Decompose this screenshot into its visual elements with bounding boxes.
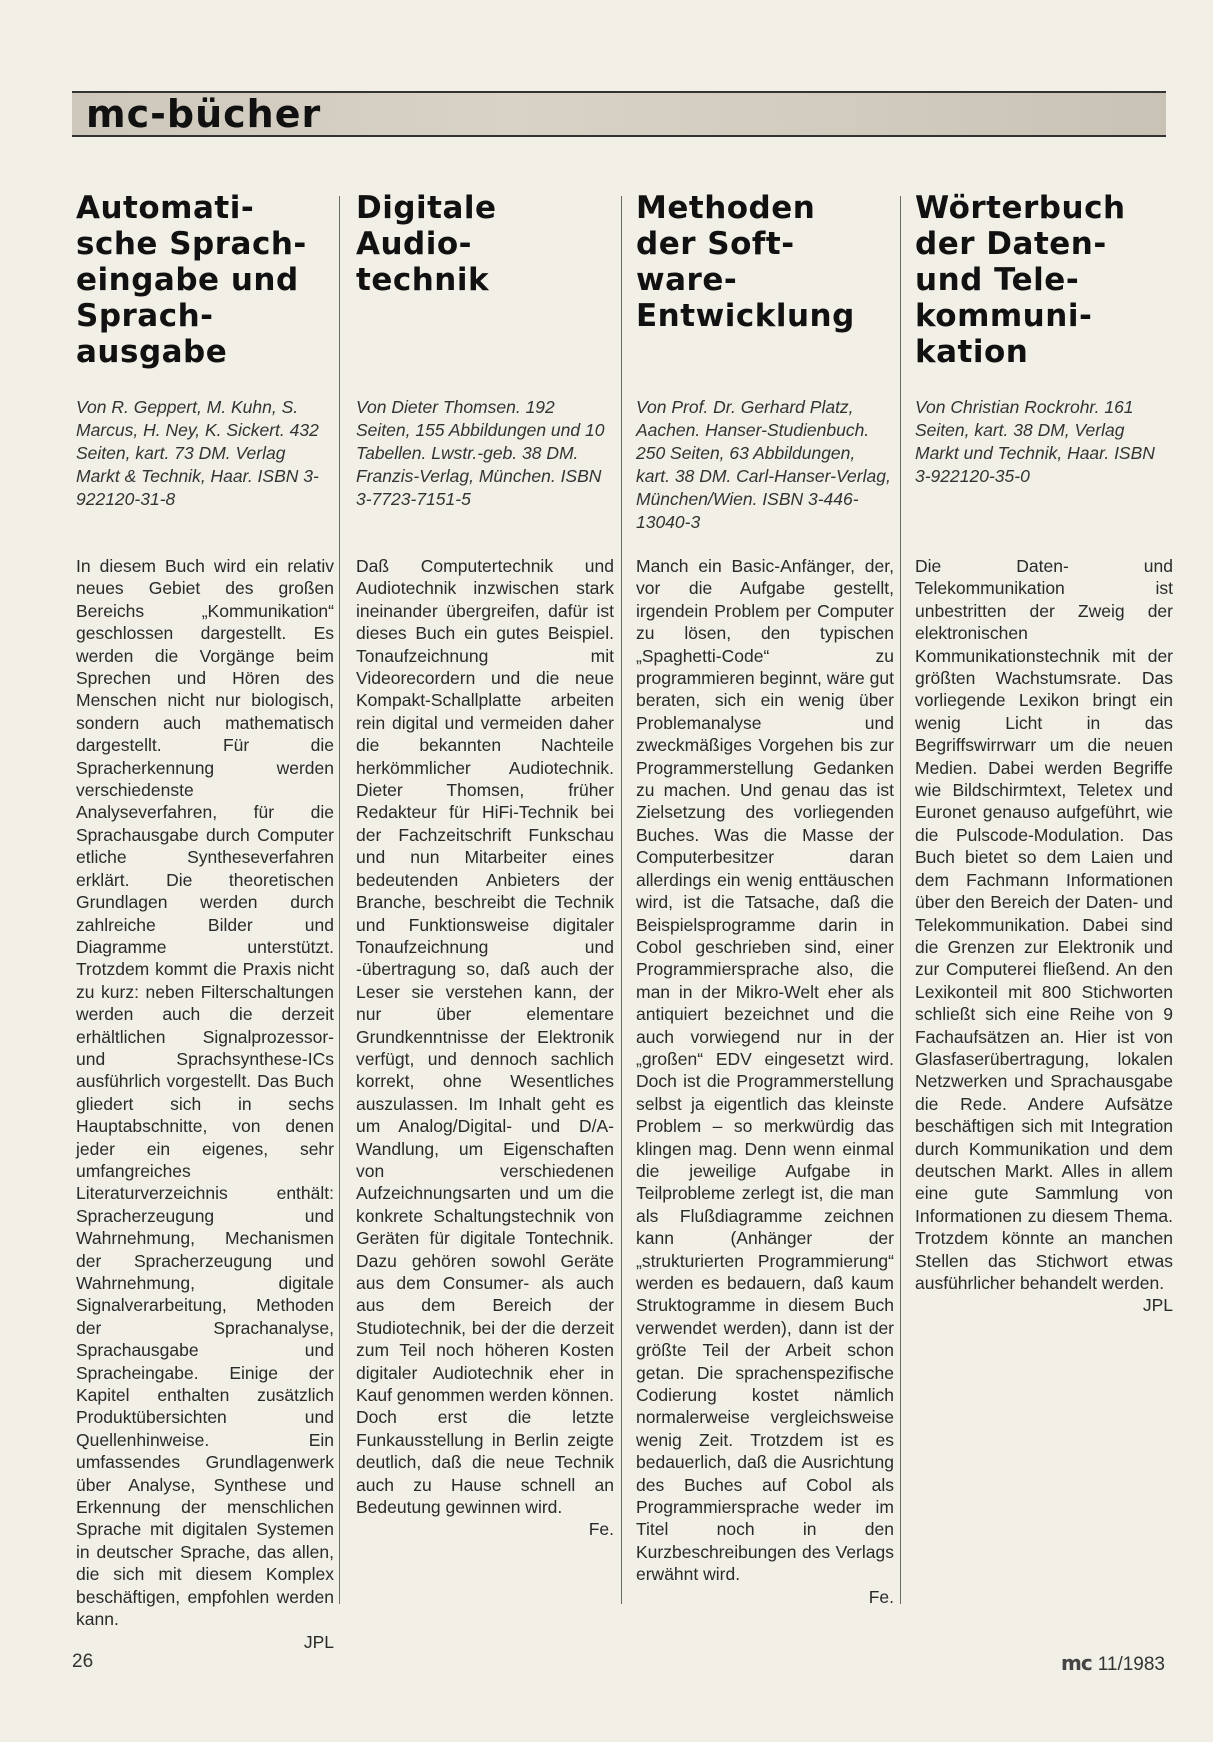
review-body-text: In diesem Buch wird ein relativ neues Gebiet des großen Bereichs „Kommunikation“ geschlossen dargestellt. Es werden die Vorgänge beim Sprechen und Hören des Menschen nicht nur biologisch, sondern auch mathematisch dargestellt. Für die Spracherkennung werden verschiedenste Analyseverfahren, für die Sprachausgabe durch Computer etliche Syntheseverfahren erklärt. Die theoretischen Grundlagen werden durch zahlreiche Bilder und Diagramme unterstützt. Trotzdem kommt die Praxis nicht zu kurz: neben Filterschaltungen werden auch die derzeit erhältlichen Signalprozessor- und Sprachsynthese-ICs ausführlich vorgestellt. Das Buch gliedert sich in sechs Hauptabschnitte, von denen jeder ein eigenes, sehr umfangreiches Literaturverzeichnis enthält: Spracherzeugung und Wahrnehmung, Mechanismen der Spracherzeugung und Wahrnehmung, digitale Signalverarbeitung, Methoden der Sprachanalyse, Sprachausgabe und Spracheingabe. Einige der Kapitel enthalten zusätzlich Produktübersichten und Quellenhinweise. Ein umfassendes Grundlagenwerk über Analyse, Synthese und Erkennung der menschlichen Sprache mit digitalen Systemen in deutscher Sprache, das allen, die sich mit diesem Komplex beschäftigen, empfohlen werden kann.: [76, 556, 334, 1630]
section-header-bar: [72, 91, 1166, 137]
issue-number: 11/1983: [1097, 1654, 1165, 1675]
review-body: [636, 555, 894, 1608]
review-column-2: [356, 190, 614, 1540]
review-body-text: Die Daten- und Telekommunikation ist unbestritten der Zweig der elektronischen Kommunikationstechnik mit der größten Wachstumsrate. Das vorliegende Lexikon bringt ein wenig Licht in das Begriffswirrwarr um die neuen Medien. Dabei werden Begriffe wie Bildschirmtext, Teletex und Euronet genauso aufgeführt, wie die Pulscode-Modulation. Das Buch bietet so dem Laien und dem Fachmann Informationen über den Bereich der Daten- und Telekommunikation. Dabei sind die Grenzen zur Elektronik und zur Computerei fließend. An den Lexikonteil mit 800 Stichworten schließt sich eine Reihe von 9 Fachaufsätzen an. Hier ist von Glasfaserübertragung, lokalen Netzwerken und Sprachausgabe die Rede. Andere Aufsätze beschäftigen sich mit Integration durch Kommunikation und dem deutschen Markt. Alles in allem eine gute Sammlung von Informationen zu diesem Thema. Trotzdem könnte an manchen Stellen das Stichwort etwas ausführlicher behandelt werden.: [915, 556, 1173, 1293]
review-title: Digitale Audio- technik: [356, 190, 497, 298]
review-body: [356, 555, 614, 1541]
review-meta: Von R. Geppert, M. Kuhn, S. Marcus, H. Ney, K. Sickert. 432 Seiten, kart. 73 DM. Verlag Markt & Technik, Haar. ISBN 3-922120-31-8: [76, 397, 319, 509]
issue-footer: [1061, 1651, 1165, 1676]
review-body: [915, 555, 1173, 1317]
review-title: Wörterbuch der Daten- und Tele- kommuni- kation: [915, 190, 1126, 370]
review-body: [76, 555, 334, 1653]
section-title: mc-bücher: [86, 92, 322, 136]
review-column-4: [915, 190, 1173, 1316]
review-meta: Von Prof. Dr. Gerhard Platz, Aachen. Hanser-Studienbuch. 250 Seiten, 63 Abbildungen, kart. 38 DM. Carl-Hanser-Verlag, München/Wien. ISBN 3-446-13040-3: [636, 397, 891, 532]
review-meta: Von Christian Rockrohr. 161 Seiten, kart. 38 DM, Verlag Markt und Technik, Haar. ISBN 3-922120-35-0: [915, 397, 1155, 486]
review-body-text: Manch ein Basic-Anfänger, der, vor die Aufgabe gestellt, irgendein Problem per Computer zu lösen, den typischen „Spaghetti-Code“ zu programmieren beginnt, wäre gut beraten, sich ein wenig über Problemanalyse und zweckmäßiges Vorgehen bis zur Programmerstellung Gedanken zu machen. Und genau das ist Zielsetzung des vorliegenden Buches. Was die Masse der Computerbesitzer daran allerdings ein wenig enttäuschen wird, ist die Tatsache, daß die Beispielsprogramme darin in Cobol geschrieben sind, einer Programmiersprache also, die man in der Mikro-Welt eher als antiquiert bezeichnet und die auch vorwiegend nur in der „großen“ EDV eingesetzt wird. Doch ist die Programmerstellung selbst ja eigentlich das kleinste Problem – so merkwürdig das klingen mag. Denn wenn einmal die jeweilige Aufgabe in Teilprobleme zerlegt ist, die man als Flußdiagramme zeichnen kann (Anhänger der „strukturierten Programmierung“ werden es bedauern, daß kaum Struktogramme in diesem Buch verwendet werden), dann ist der größte Teil der Arbeit schon getan. Die sprachenspezifische Codierung kostet nämlich normalerweise vergleichsweise wenig Zeit. Trotzdem ist es bedauerlich, daß die Ausrichtung des Buches auf Cobol als Programmiersprache weder im Titel noch in den Kurzbeschreibungen des Verlags erwähnt wird.: [636, 556, 894, 1585]
review-signature: Fe.: [868, 1586, 894, 1607]
review-title: Automati- sche Sprach- eingabe und Sprach- ausgabe: [76, 190, 307, 370]
column-divider: [621, 196, 622, 1604]
review-title: Methoden der Soft- ware- Entwicklung: [636, 190, 855, 334]
review-signature: JPL: [1142, 1295, 1173, 1316]
page-number: 26: [72, 1651, 94, 1672]
review-column-3: [636, 190, 894, 1607]
column-divider: [900, 196, 901, 1604]
review-meta: Von Dieter Thomsen. 192 Seiten, 155 Abbildungen und 10 Tabellen. Lwstr.-geb. 38 DM. Franzis-Verlag, München. ISBN 3-7723-7151-5: [356, 397, 605, 509]
mc-logo: mc: [1061, 1651, 1092, 1675]
review-signature: JPL: [303, 1631, 334, 1652]
review-column-1: [76, 190, 334, 1652]
review-signature: Fe.: [588, 1519, 614, 1540]
review-body-text: Daß Computertechnik und Audiotechnik inzwischen stark ineinander übergreifen, dafür ist dieses Buch ein gutes Beispiel. Tonaufzeichnung mit Videorecordern und die neue Kompakt-Schallplatte arbeiten rein digital und vermeiden daher die bekannten Nachteile herkömmlicher Audiotechnik. Dieter Thomsen, früher Redakteur für HiFi-Technik bei der Fachzeitschrift Funkschau und nun Mitarbeiter eines bedeutenden Anbieters der Branche, beschreibt die Technik und Funktionsweise digitaler Tonaufzeichnung und -übertragung so, daß auch der Leser sie verstehen kann, der nur über elementare Grundkenntnisse der Elektronik verfügt, und dennoch sachlich korrekt, ohne Wesentliches auszulassen. Im Inhalt geht es um Analog/Digital- und D/A-Wandlung, um Eigenschaften von verschiedenen Aufzeichnungsarten und um die konkrete Schaltungstechnik von Geräten für digitale Tontechnik. Dazu gehören sowohl Geräte aus dem Consumer- als auch aus dem Bereich der Studiotechnik, bei der die derzeit zum Teil noch höheren Kosten digitaler Audiotechnik eher in Kauf genommen werden können. Doch erst die letzte Funkausstellung in Berlin zeigte deutlich, daß die neue Technik auch zu Hause schnell an Bedeutung gewinnen wird.: [356, 556, 614, 1518]
column-divider: [339, 196, 340, 1604]
